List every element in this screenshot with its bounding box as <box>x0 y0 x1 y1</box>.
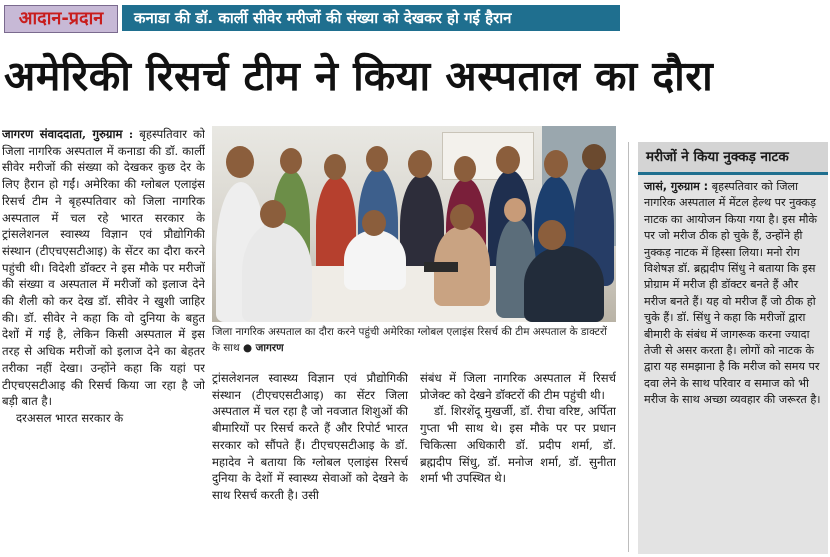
person-head <box>454 156 476 182</box>
person-head <box>408 150 432 178</box>
article-col3-p2: डॉ. शिरशेंदू मुखर्जी, डॉ. रीचा वरिष्ट, अर्पिता गुप्ता भी साथ थे। इस मौके पर पर प्रधान चिकित्सा अधिकारी डॉ. प्रदीप शर्मा, डॉ. ब्रह्मदीप सिंधु, डॉ. मनोज शर्मा, डॉ. सुनीता शर्मा भी उपस्थित थे। <box>420 404 616 486</box>
person-head <box>280 148 302 174</box>
article-column-2 <box>212 370 408 554</box>
article-col3-p1: संबंध में जिला नागरिक अस्पताल में रिसर्च प्रोजेक्ट को देखने डॉक्टरों की टीम पहुंची थी। <box>420 371 616 402</box>
article-column-1 <box>2 126 205 554</box>
article-col1-tail: दरअसल भारत सरकार के <box>16 410 124 425</box>
sidebar-body <box>638 175 828 409</box>
laptop <box>424 262 458 272</box>
article-col2-text: ट्रांसलेशनल स्वास्थ्य विज्ञान एवं प्रौद्योगिकी संस्थान (टीएचएसटीआइ) का सेंटर जिला अस्पताल में चल रहा है जो नवजात शिशुओं की बीमारियों पर रिसर्च करते हैं और रिपोर्ट भारत सरकार को सौंपते हैं। टीएचएसटीआइ के डॉ. महादेव ने बताया कि ग्लोबल एलाइंस रिसर्च दुनिया के देशों में स्वास्थ्य सेवाओं को देखने के साथ रिसर्च करती है। उसी <box>212 371 408 502</box>
news-photo <box>212 126 616 322</box>
person-head <box>538 220 566 250</box>
person-head <box>324 154 346 180</box>
section-tag: आदान-प्रदान <box>4 5 118 33</box>
person-head <box>544 150 568 178</box>
person-figure <box>524 246 604 322</box>
article-column-3 <box>420 370 616 554</box>
person-head <box>496 146 520 174</box>
sidebar-byline: जासं, गुरुग्राम : <box>644 180 709 193</box>
person-head <box>504 198 526 222</box>
person-head <box>366 146 388 172</box>
photo-caption <box>212 324 616 358</box>
person-figure <box>344 230 406 290</box>
caption-text: जिला नागरिक अस्पताल का दौरा करने पहुंची अमेरिका ग्लोबल एलाइंस रिसर्च की टीम अस्पताल के डाक्टरों के साथ <box>212 326 607 354</box>
column-divider <box>628 142 629 552</box>
person-head <box>226 146 254 178</box>
article-byline: जागरण संवाददाता, गुरुग्राम : <box>2 127 134 141</box>
photo-credit: ● जागरण <box>242 342 284 354</box>
article-col1-text: बृहस्पतिवार को जिला नागरिक अस्पताल में कनाडा की डॉ. कार्ली सीवेर मरीजों की संख्या को देखकर कुछ देर के लिए हैरान हो गईं। अमेरिका की ग्लोबल एलाइंस रिसर्च टीम ने बृहस्पतिवार को जिला नागरिक अस्पताल में चल रहे भारत सरकार के ट्रांसलेशनल स्वास्थ्य विज्ञान एवं प्रौद्योगिकी संस्थान (टीएचएसटीआइ) के सेंटर का दौरा करने पहुंची थी। विदेशी डॉक्टर ने इस मौके पर मरीजों की संख्या व अस्पताल में मरीजों को इलाज देने की शैली को कर देख डॉ. सीवेर ने खुशी जाहिर की। डॉ. सीवेर ने कहा कि वो दुनिया के बहुत देशों में गई है, लेकिन किसी अस्पताल में इस तरह से अधिक मरीजों को इलाज देने का बेहतर तरीका नहीं देखा। उन्होंने कहा कि यहां पर टीएचएसटीआइ की रिसर्च किया जा रहा है जो बड़ी बात है। <box>2 127 205 409</box>
sidebar-box <box>638 142 828 554</box>
headline: अमेरिकी रिसर्च टीम ने किया अस्पताल का दौरा <box>4 52 714 100</box>
person-head <box>450 204 474 230</box>
sidebar-title: मरीजों ने किया नुक्कड़ नाटक <box>638 142 828 175</box>
sidebar-text: बृहस्पतिवार को जिला नागरिक अस्पताल में मेंटल हेल्थ पर नुक्कड़ नाटक का आयोजन किया गया है। इस मौके पर जो मरीज ठीक हो चुके हैं, उन्होंने ही नुक्कड़ नाटक में हिस्सा लिया। मनो रोग विशेषज्ञ डॉ. ब्रह्मदीप सिंधु ने बताया कि इस प्रोग्राम में मरीज ही डॉक्टर बनते हैं और मरीज बनते हैं। यह वो मरीज हैं जो ठीक हो चुके हैं। डॉ. सिंधु ने कहा कि मरीजों द्वारा बीमारी के संबंध में जागरूक करना ज्यादा तेजी से असर करता है। लोगों को नाटक के द्वारा यह समझाना है कि मरीज को समय पर दवा लेने के साथ परिवार व समाज को भी मरीज के साथ अच्छा व्यवहार की जरूरत है। <box>644 180 821 407</box>
subheadline: कनाडा की डॉ. कार्ली सीवेर मरीजों की संख्या को देखकर हो गई हैरान <box>122 5 620 31</box>
person-head <box>260 200 286 228</box>
person-head <box>582 144 606 170</box>
person-head <box>362 210 386 236</box>
person-figure <box>242 222 312 322</box>
